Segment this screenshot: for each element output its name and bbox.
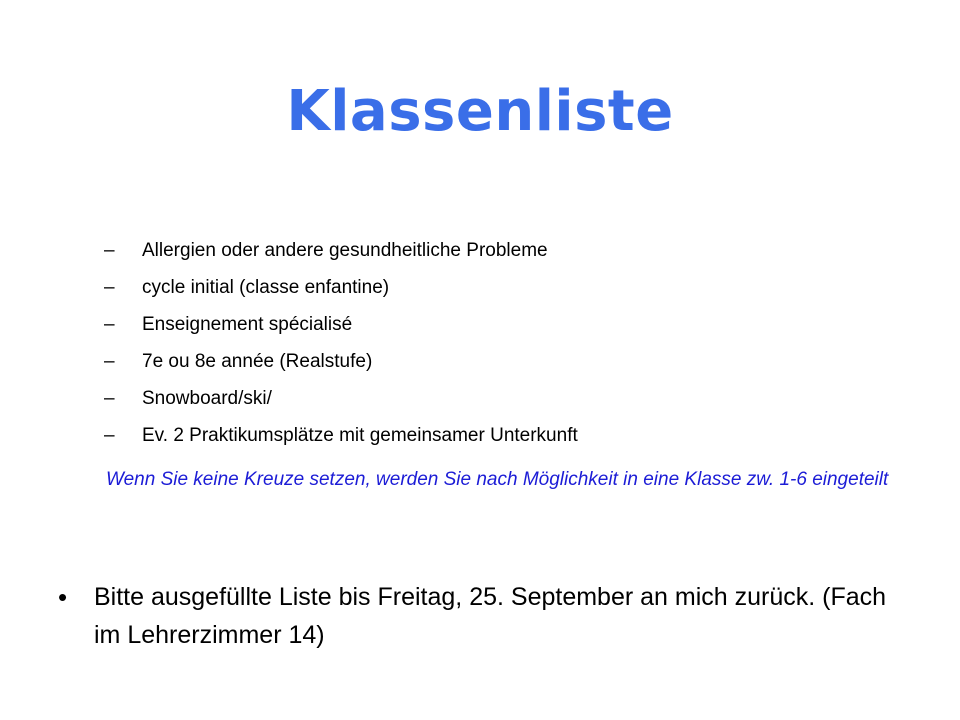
sub-item-list [104, 232, 904, 454]
slide-title: Klassenliste [286, 79, 674, 144]
dash-marker: – [104, 351, 115, 372]
list-item-text: Allergien oder andere gesundheitliche Probleme [142, 240, 548, 261]
list-item-text: 7e ou 8e année (Realstufe) [142, 351, 373, 372]
list-item [104, 380, 904, 417]
dash-marker: – [104, 314, 115, 335]
dash-marker: – [104, 240, 115, 261]
dash-marker: – [104, 277, 115, 298]
list-item-text: Snowboard/ski/ [142, 388, 272, 409]
list-item [104, 306, 904, 343]
dash-marker: – [104, 388, 115, 409]
list-item [104, 343, 904, 380]
list-item [104, 269, 904, 306]
note-text: Wenn Sie keine Kreuze setzen, werden Sie nach Möglichkeit in eine Klasse zw. 1-6 eingeteilt [106, 469, 889, 490]
list-item [104, 232, 904, 269]
bullet-marker: • [58, 582, 68, 612]
list-item-text: Ev. 2 Praktikumsplätze mit gemeinsamer Unterkunft [142, 425, 578, 446]
dash-marker: – [104, 425, 115, 446]
list-item-text: Enseignement spécialisé [142, 314, 353, 335]
list-item-text: cycle initial (classe enfantine) [142, 277, 390, 298]
bullet-item [58, 578, 908, 654]
bullet-text: Bitte ausgefüllte Liste bis Freitag, 25. September an mich zurück. (Fach im Lehrerzimmer 14) [94, 583, 887, 649]
list-item [104, 417, 904, 454]
